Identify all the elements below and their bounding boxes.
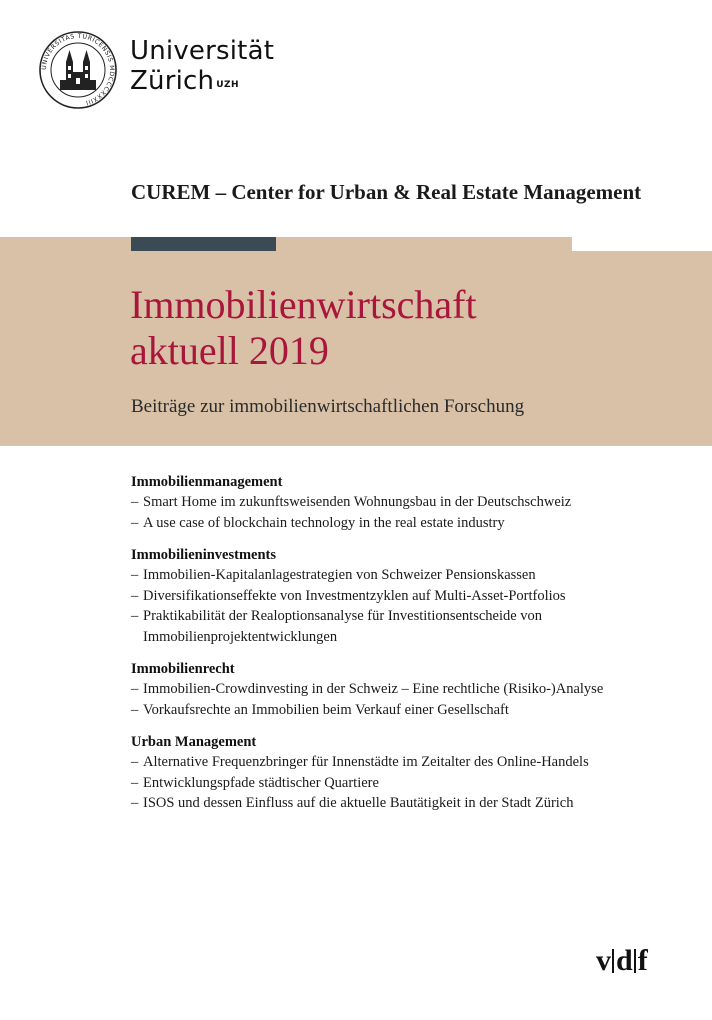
list-item: – A use case of blockchain technology in the real estate industry [131, 514, 505, 531]
publisher-logo: v d f [596, 944, 647, 977]
contents-list [131, 472, 691, 826]
list-item: – Entwicklungspfade städtischer Quartiere [131, 774, 379, 791]
section-heading: Immobilienrecht [131, 661, 235, 677]
section-urban-management [131, 732, 691, 814]
section-immobilienrecht [131, 659, 691, 720]
section-heading: Immobilienmanagement [131, 474, 283, 490]
book-subtitle: Beiträge zur immobilienwirtschaftlichen Forschung [131, 396, 525, 417]
list-item: – Smart Home im zukunftsweisenden Wohnungsbau in der Deutschschweiz [131, 494, 572, 510]
list-item: – Praktikabilität der Realoptionsanalyse für Investitionsentscheide von Immobilienprojektentwicklungen [131, 606, 691, 647]
svg-text:UNIVERSITAS TURICENSIS MDCCCXX [41, 33, 115, 106]
list-item: – ISOS und dessen Einfluss auf die aktuelle Bautätigkeit in der Stadt Zürich [131, 795, 574, 811]
list-item: – Immobilien-Kapitalanlagestrategien von Schweizer Pensionskassen [131, 567, 536, 583]
university-name [130, 36, 274, 96]
book-title [130, 282, 477, 374]
list-item: – Vorkaufsrechte an Immobilien beim Verkauf einer Gesellschaft [131, 701, 509, 718]
list-item: – Diversifikationseffekte von Investmentzyklen auf Multi-Asset-Portfolios [131, 587, 566, 604]
book-title-line2: aktuell 2019 [130, 328, 329, 373]
institute-name: CUREM – Center for Urban & Real Estate Management [131, 180, 642, 204]
list-item: – Alternative Frequenzbringer für Innenstädte im Zeitalter des Online-Handels [131, 754, 589, 770]
university-abbr: UZH [216, 80, 240, 90]
band-notch [572, 237, 712, 251]
list-item: – Immobilien-Crowdinvesting in der Schweiz – Eine rechtliche (Risiko-)Analyse [131, 681, 604, 697]
university-seal-logo [38, 30, 118, 110]
section-heading: Immobilieninvestments [131, 547, 276, 563]
section-immobilienmanagement [131, 472, 691, 533]
accent-bar [131, 237, 276, 251]
section-immobilieninvestments [131, 545, 691, 647]
university-name-line1: Universität [130, 36, 275, 66]
list-item-continuation: Immobilienprojektentwicklungen [143, 628, 338, 645]
section-heading: Urban Management [131, 734, 257, 750]
seal-text: UNIVERSITAS TURICENSIS MDCCCXXXIII [40, 32, 116, 107]
university-name-line2: Zürich $^{UZH}$ [130, 66, 240, 96]
book-title-line1: Immobilienwirtschaft [130, 282, 477, 327]
